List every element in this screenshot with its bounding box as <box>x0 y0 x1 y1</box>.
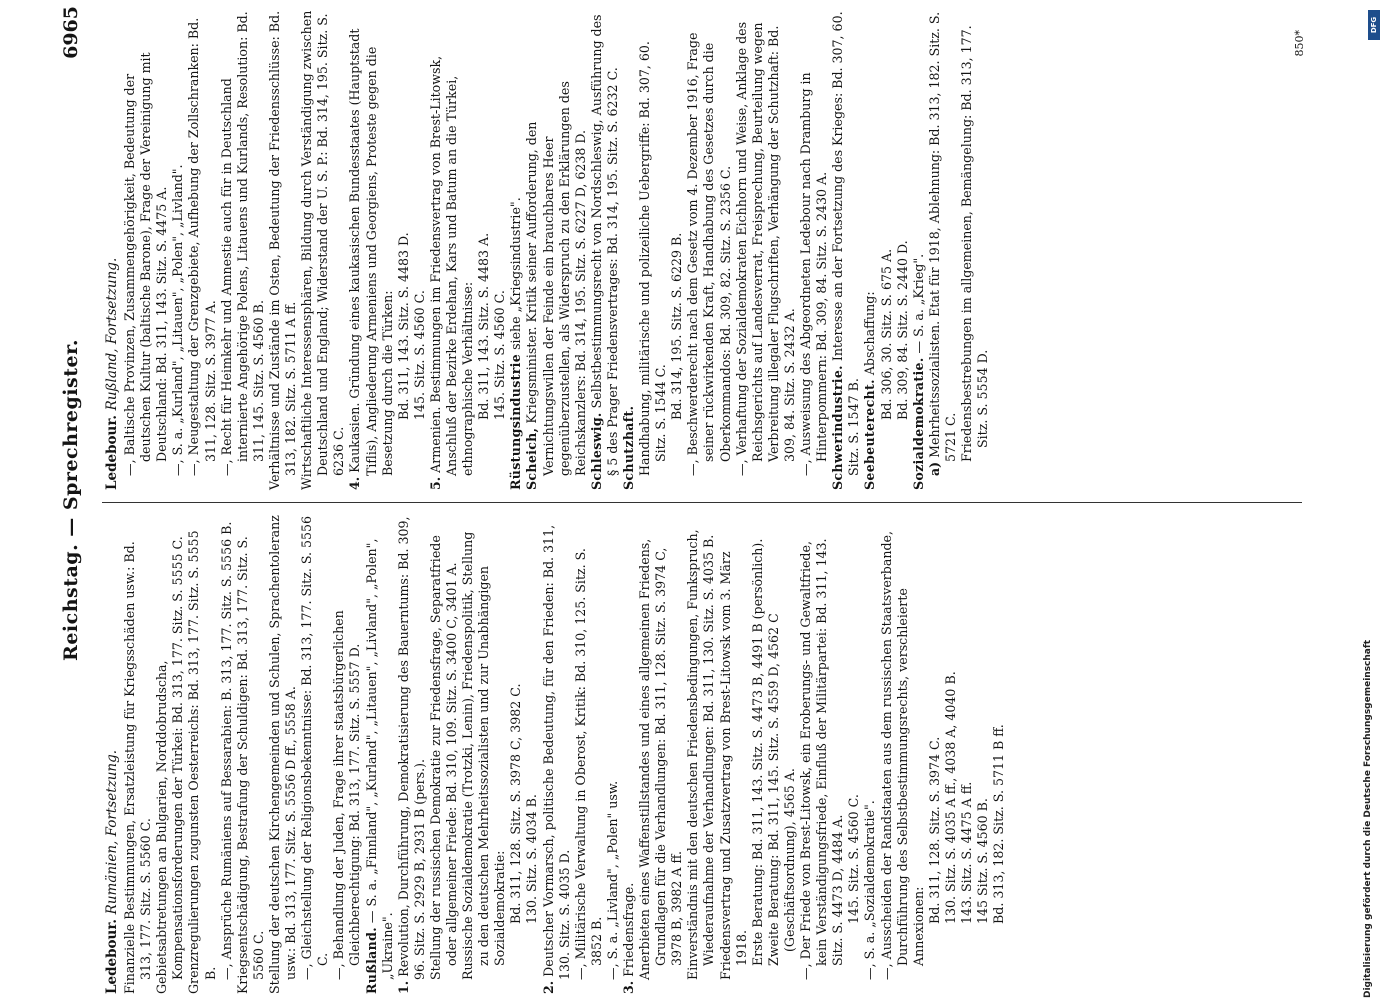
entry-text: Friedensvertrag und Zusatzvertrag von Brest-Litowsk vom 3. März 1918. <box>717 551 749 980</box>
entry-text: —, Neugestaltung der Grenzgebiete, Aufhebung der Zollschranken: Bd. 311, 128. Sitz. S. 3977 A. <box>186 17 218 476</box>
register-entry <box>524 10 588 490</box>
entry-text: Russische Sozialdemokratie (Trotzki, Lenin), Friedenspolitik, Stellung zu den deutschen Mehrheitssozialisten und zur Unabhängigen Sozialdemokratie: <box>460 531 508 980</box>
entry-text: Einverständnis mit den deutschen Friedensbedingungen, Funkspruch, Wiederaufnahme der Verhandlungen: Bd. 311, 130. Sitz. S. 4035 B. <box>685 529 717 980</box>
entry-text: Bd. 313, 182. Sitz. S. 5711 B ff. <box>991 724 1007 924</box>
register-entry <box>122 10 170 490</box>
register-entry <box>170 10 186 490</box>
entry-text: —, Ansprüche Rumäniens auf Bessarabien: B. 313, 177. Sitz. S. 5556 B. <box>218 521 234 980</box>
page-number: 6965 <box>60 6 82 59</box>
entry-text: —, S. a. „Sozialdemokratie". <box>862 800 878 980</box>
register-entry <box>299 10 347 490</box>
register-entry <box>943 514 959 994</box>
entry-text: Stellung der deutschen Kirchengemeinden und Schulen, Sprachentoleranz usw.: Bd. 313, 177. Sitz. S. 5556 D ff., 5558 A. <box>266 515 299 994</box>
entry-text: Anerbieten eines Waffenstillstandes und eines allgemeinen Friedens, Grundlagen für die Verhandlungen: Bd. 311, 128. Sitz. S. 3974 C, 3978 B, 3982 A ff. <box>637 538 685 980</box>
entry-text: Interesse an der Fortsetzung des Krieges: Bd. 307, 60. Sitz. S. 1547 B. <box>830 11 862 476</box>
register-entry <box>396 10 412 490</box>
entry-text: —, Beschwerderecht nach dem Gesetz vom 4. Dezember 1916, Frage seiner rückwirkenden Kraft, Handhabung des Gesetzes durch die Oberkommandos: Bd. 309, 82. Sitz. S. 2356 C. <box>685 32 733 476</box>
register-entry <box>186 514 218 994</box>
entry-keyword: Seebeuterecht. <box>862 379 878 490</box>
topic-continued: Rumänien, Fortsetzung. <box>104 749 120 915</box>
entry-keyword: Schleswig. <box>588 412 604 490</box>
register-entry <box>605 514 621 994</box>
entry-text: Bd. 314, 195. Sitz. S. 6229 B. <box>669 232 685 420</box>
entry-number: 5. <box>427 476 443 490</box>
entry-number: 2. <box>540 980 556 994</box>
entry-number: 3. <box>621 980 636 994</box>
running-head-title: Reichstag. — Sprechregister. <box>60 339 82 661</box>
entry-text: Selbstbestimmungsrecht von Nordschleswig, Ausführung des § 5 des Prager Friedensvertrages: Bd. 314, 195. Sitz. S. 6232 C. <box>588 14 620 476</box>
entry-text: 145 Sitz. S. 4560 B. <box>975 798 991 924</box>
register-entry <box>637 514 685 994</box>
entry-text: —, Militärische Verwaltung in Oberost, Kritik: Bd. 310, 125. Sitz. S. 3852 B. <box>572 548 604 980</box>
register-entry <box>428 10 476 490</box>
register-entry <box>734 10 798 490</box>
register-entry <box>621 514 637 994</box>
dfg-logo: DFG <box>1368 10 1380 40</box>
entry-text: Bd. 311, 143. Sitz. S. 4483 D. <box>395 232 411 420</box>
entry-number: 4. <box>347 476 363 490</box>
register-entry <box>508 10 524 490</box>
register-entry <box>959 10 991 490</box>
register-entry <box>589 10 621 490</box>
entry-text: Kriegsminister. Kritik seiner Aufforderung, den Vernichtungswillen der Feinde ein brauchbares Heer gegenüberzustellen, als Widerspruch zu den Erklärungen des Reichskanzlers: Bd. 314, 195. Sitz. S. 6227 D, 6238 D. <box>524 81 588 476</box>
entry-text: Bd. 306, 30. Sitz. S. 675 A. <box>878 248 894 420</box>
speaker-name: Ledebour. <box>104 919 120 994</box>
register-entry <box>830 10 862 490</box>
register-entry <box>428 514 460 994</box>
register-entry <box>669 10 685 490</box>
speaker-name: Ledebour. <box>104 415 120 490</box>
entry-keyword: Schutzhaft. <box>621 405 636 490</box>
entry-number: a) <box>926 461 942 476</box>
entry-text: Bd. 311, 128. Sitz. S. 3978 C, 3982 C. <box>508 683 524 924</box>
entry-text: 130. Sitz. S. 4035 A ff., 4038 A, 4040 B. <box>942 671 958 924</box>
register-entry <box>460 514 508 994</box>
entry-text: —, S. a. „Kurland", „Litauen", „Polen", „Livland". <box>170 164 186 476</box>
entry-text: —, Der Friede von Brest-Litowsk, ein Eroberungs- und Gewaltfriede, kein Verständigungsfriede, Einfluß der Militärpartei: Bd. 311, 143. Sitz. S. 4473 D, 4484 A. <box>798 538 846 980</box>
entry-text: siehe „Kriegsindustrie". <box>508 197 524 354</box>
left-column <box>104 514 1007 994</box>
left-entry-list <box>122 514 1007 994</box>
entry-text: 145. Sitz. S. 4560 C. <box>846 794 862 924</box>
entry-keyword: Rußland. <box>363 927 379 994</box>
entry-keyword: Rüstungsindustrie <box>508 353 524 490</box>
entry-text: —, Behandlung der Juden, Frage ihrer staatsbürgerlichen Gleichberechtigung: Bd. 313, 177. Sitz. S. 5557 D. <box>331 610 363 980</box>
register-entry <box>186 10 218 490</box>
printer-signature: 850* <box>1293 30 1306 57</box>
register-entry <box>508 514 524 994</box>
register-entry <box>541 514 573 994</box>
right-column <box>104 10 991 490</box>
entry-text: Handhabung, militärische und polizeiliche Uebergriffe: Bd. 307, 60. Sitz. S. 1544 C. <box>637 41 669 476</box>
entry-text: —, Ausweisung des Abgeordneten Ledebour nach Dramburg in Hinterpommern: Bd. 309, 84. Sitz. S. 2430 A. <box>798 72 830 476</box>
entry-text: —, S. a. „Livland", „Polen" usw. <box>604 780 620 980</box>
running-head <box>52 0 92 1000</box>
register-entry <box>364 514 396 994</box>
register-entry <box>911 10 927 490</box>
register-entry <box>959 514 975 994</box>
left-column-heading <box>104 514 120 994</box>
document-page <box>52 0 1332 1000</box>
register-entry <box>879 10 895 490</box>
entry-text: —, Ausscheiden der Randstaaten aus dem russischen Staatsverbande, Durchführung des Selbstbestimmungsrechts, verschleierte Annexionen: <box>878 530 926 980</box>
entry-text: Friedensbestrebungen im allgemeinen, Bemängelung: Bd. 313, 177. Sitz. S. 5554 D. <box>958 25 991 462</box>
entry-text: — S. a. „Finnland", „Kurland", „Litauen", „Livland", „Polen", „Ukraine". <box>363 538 395 980</box>
entry-text: Revolution, Durchführung, Demokratisierung des Bauerntums: Bd. 309, 96. Sitz. S. 2929 B, 2931 B (pers.). <box>395 516 427 981</box>
entry-text: Stellung der russischen Demokratie zur Friedensfrage, Separatfriede oder allgemeiner Friede: Bd. 310, 109. Sitz. S. 3400 C, 3401 A. <box>427 535 459 980</box>
register-entry <box>573 514 605 994</box>
entry-text: —, Gleichstellung der Religionsbekenntnisse: Bd. 313, 177. Sitz. S. 5556 C. <box>299 515 331 980</box>
register-entry <box>862 514 878 994</box>
entry-text: 143. Sitz. S. 4475 A ff. <box>958 781 974 924</box>
digitization-strip <box>1363 6 1381 998</box>
entry-keyword: Sozialdemokratie. <box>910 357 926 490</box>
register-entry <box>396 514 428 994</box>
register-entry <box>991 514 1007 994</box>
register-entry <box>798 10 830 490</box>
entry-text: Finanzielle Bestimmungen, Ersatzleistung für Kriegsschäden usw.: Bd. 313, 177. Sitz. S. 5560 C. <box>122 541 154 994</box>
register-entry <box>895 10 911 490</box>
entry-text: Kaukasien. Gründung eines kaukasischen Bundesstaates (Hauptstadt Tiflis), Angliederung Armeniens und Georgiens, Proteste gegen die Besetzung durch die Türken: <box>347 28 395 477</box>
topic-continued: Rußland, Fortsetzung. <box>104 257 120 411</box>
entry-text: —, Verhaftung der Sozialdemokraten Eichhorn und Weise, Anklage des Reichsgerichts auf Landesverrat, Freisprechung, Beurteilung wegen Verbreitung illegaler Flugschriften, Verhängung der Schutzhaft: Bd. 309, 84. Sitz. S. 2432 A. <box>733 21 797 476</box>
column-divider <box>102 502 1302 503</box>
entry-text: Kriegsentschädigung, Bestrafung der Schuldigen: Bd. 313, 177. Sitz. S. 5560 C. <box>234 536 266 994</box>
register-entry <box>975 514 991 994</box>
register-entry <box>235 514 267 994</box>
register-entry <box>637 10 669 490</box>
entry-text: Abschaffung: <box>862 291 878 380</box>
entry-text: —, Baltische Provinzen, Zusammengehörigkeit, Bedeutung der deutschen Kultur (baltische Barone), Frage der Vereinigung mit Deutschland: Bd. 311, 143. Sitz. S. 4475 A. <box>122 52 170 476</box>
entry-text: —, Recht für Heimkehr und Amnestie auch für in Deutschland internierte Angehörige Polens, Litauens und Kurlands, Resolution: Bd. 311, 145. Sitz. S. 4560 B. <box>218 11 266 476</box>
entry-text: Bd. 309, 84. Sitz. S. 2440 D. <box>894 240 910 420</box>
entry-text: Verhältnisse und Zustände im Osten, Bedeutung der Friedensschlüsse: Bd. 313, 182. Sitz. S. 5711 A ff. <box>266 10 299 490</box>
register-entry <box>846 514 862 994</box>
register-entry <box>492 10 508 490</box>
register-entry <box>766 514 798 994</box>
register-entry <box>798 514 846 994</box>
register-entry <box>299 514 331 994</box>
register-entry <box>267 514 299 994</box>
entry-text: Deutscher Vormarsch, politische Bedeutung, für den Frieden: Bd. 311, 130. Sitz. S. 4035 D. <box>540 524 572 981</box>
entry-number: 1. <box>395 980 411 994</box>
entry-text: Erste Beratung: Bd. 311, 143. Sitz. S. 4473 B, 4491 B (persönlich). <box>749 538 765 966</box>
register-entry <box>862 10 878 490</box>
right-column-heading <box>104 10 120 490</box>
entry-text: Wirtschaftliche Interessensphären, Bildung durch Verständigung zwischen Deutschland und England; Widerstand der U. S. P.: Bd. 314, 195. Sitz. S. 6236 C. <box>299 10 347 490</box>
entry-text: Gebietsabtretungen an Bulgarien, Norddobrudscha, Kompensationsforderungen der Türkei: Bd. 313, 177. Sitz. S. 5555 C. <box>154 536 186 994</box>
entry-text: Grenzregulierungen zugunsten Oesterreichs: Bd. 313, 177. Sitz. S. 5555 B. <box>186 530 218 994</box>
register-entry <box>927 514 943 994</box>
register-entry <box>685 10 733 490</box>
entry-text: 145. Sitz. S. 4560 C. <box>492 290 508 420</box>
entry-keyword: Schwerindustrie. <box>830 365 846 490</box>
entry-keyword: Scheich, <box>524 427 540 490</box>
register-entry <box>621 10 637 490</box>
digitization-note: Digitalisierung gefördert durch die Deutsche Forschungsgemeinschaft <box>1363 639 1373 998</box>
register-entry <box>267 10 299 490</box>
entry-text: Friedensfrage. <box>621 882 636 981</box>
register-entry <box>718 514 750 994</box>
entry-text: Armenien. Bestimmungen im Friedensvertrag von Brest-Litowsk, Anschluß der Bezirke Erdehan, Kars und Batum an die Türkei, ethnographische Verhältnisse: <box>427 55 476 477</box>
entry-text: 145. Sitz. S. 4560 C. <box>411 290 427 420</box>
right-entry-list <box>122 10 991 490</box>
register-entry <box>927 10 959 490</box>
register-entry <box>750 514 766 994</box>
entry-text: Bd. 311, 143. Sitz. S. 4483 A. <box>476 232 492 420</box>
register-entry <box>154 514 186 994</box>
register-entry <box>219 10 267 490</box>
entry-text: Zweite Beratung: Bd. 311, 145. Sitz. S. 4559 D, 4562 C (Geschäftsordnung), 4565 A. <box>765 613 797 966</box>
register-entry <box>331 514 363 994</box>
entry-text: Mehrheitssozialisten. Etat für 1918, Ablehnung: Bd. 313, 182. Sitz. S. 5721 C. <box>926 11 958 462</box>
register-entry <box>524 514 540 994</box>
entry-text: Bd. 311, 128. Sitz. S. 3974 C. <box>926 736 942 924</box>
register-entry <box>879 514 927 994</box>
entry-text: — S. a. „Krieg". <box>910 253 926 358</box>
register-entry <box>347 10 395 490</box>
entry-text: 130. Sitz. S. 4034 B. <box>524 794 540 924</box>
register-entry <box>219 514 235 994</box>
register-entry <box>122 514 154 994</box>
register-entry <box>685 514 717 994</box>
register-entry <box>412 10 428 490</box>
register-entry <box>476 10 492 490</box>
